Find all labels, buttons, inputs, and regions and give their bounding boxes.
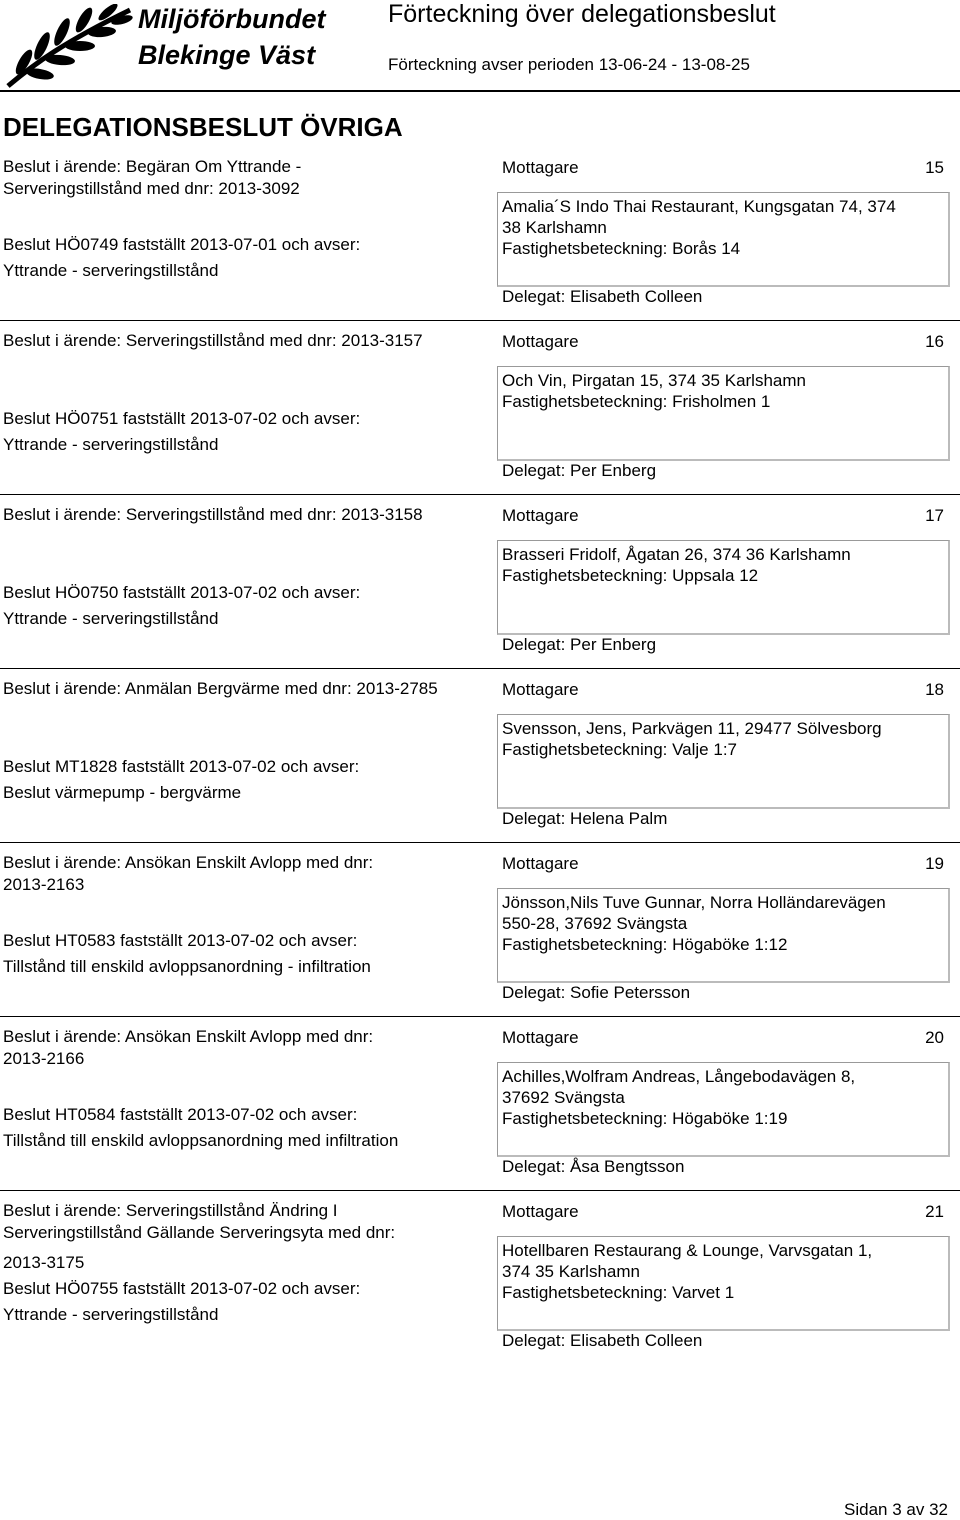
decision-reference: Beslut HÖ0755 fastställt 2013-07-02 och avser: [3, 1279, 361, 1298]
delegate-name: Delegat: Åsa Bengtsson [502, 1157, 685, 1176]
entry-number: 20 [925, 1028, 944, 1047]
document-title: Förteckning över delegationsbeslut [388, 0, 776, 28]
entry-divider [0, 668, 960, 669]
entry-number: 21 [925, 1202, 944, 1221]
recipient-address: 38 Karlshamn [502, 218, 607, 237]
property-designation: Fastighetsbeteckning: Högaböke 1:12 [502, 935, 788, 954]
delegate-name: Delegat: Per Enberg [502, 461, 657, 480]
recipient-label: Mottagare [502, 332, 579, 351]
recipient-address: Och Vin, Pirgatan 15, 374 35 Karlshamn [502, 371, 806, 390]
decision-subject: Yttrande - serveringstillstånd [3, 609, 219, 628]
recipient-address: 37692 Svängsta [502, 1088, 625, 1107]
delegate-name: Delegat: Elisabeth Colleen [502, 287, 703, 306]
delegate-name: Delegat: Per Enberg [502, 635, 657, 654]
delegate-name: Delegat: Helena Palm [502, 809, 668, 828]
page-number: Sidan 3 av 32 [844, 1500, 948, 1519]
entry-number: 19 [925, 854, 944, 873]
decision-reference: Beslut HÖ0749 fastställt 2013-07-01 och avser: [3, 235, 361, 254]
decision-reference: Beslut HÖ0750 fastställt 2013-07-02 och avser: [3, 583, 361, 602]
recipient-label: Mottagare [502, 1028, 579, 1047]
case-description: Beslut i ärende: Ansökan Enskilt Avlopp med dnr: [3, 853, 374, 872]
property-designation: Fastighetsbeteckning: Frisholmen 1 [502, 392, 771, 411]
recipient-address: Achilles,Wolfram Andreas, Långebodavägen 8, [502, 1067, 856, 1086]
case-description: Beslut i ärende: Anmälan Bergvärme med dnr: 2013-2785 [3, 679, 438, 698]
decision-subject: Yttrande - serveringstillstånd [3, 435, 219, 454]
org-name-line1: Miljöförbundet [138, 4, 326, 34]
entry-divider [0, 1190, 960, 1191]
recipient-address: Svensson, Jens, Parkvägen 11, 29477 Sölvesborg [502, 719, 882, 738]
recipient-label: Mottagare [502, 680, 579, 699]
property-designation: Fastighetsbeteckning: Högaböke 1:19 [502, 1109, 788, 1128]
delegate-name: Delegat: Sofie Petersson [502, 983, 691, 1002]
entry-number: 15 [925, 158, 944, 177]
property-designation: Fastighetsbeteckning: Borås 14 [502, 239, 741, 258]
decision-reference: Beslut HT0584 fastställt 2013-07-02 och avser: [3, 1105, 358, 1124]
section-heading: DELEGATIONSBESLUT ÖVRIGA [3, 112, 403, 142]
entry-number: 16 [925, 332, 944, 351]
entry-divider [0, 1016, 960, 1017]
entry-divider [0, 320, 960, 321]
decision-reference: Beslut HT0583 fastställt 2013-07-02 och avser: [3, 931, 358, 950]
case-description: Serveringstillstånd med dnr: 2013-3092 [3, 179, 300, 198]
leaf-logo-icon [4, 4, 134, 88]
property-designation: Fastighetsbeteckning: Valje 1:7 [502, 740, 737, 759]
recipient-address: Brasseri Fridolf, Ågatan 26, 374 36 Karlshamn [502, 545, 851, 564]
property-designation: Fastighetsbeteckning: Varvet 1 [502, 1283, 735, 1302]
decision-reference: Beslut HÖ0751 fastställt 2013-07-02 och avser: [3, 409, 361, 428]
case-description: Beslut i ärende: Serveringstillstånd Ändring I [3, 1201, 338, 1220]
decision-subject: Tillstånd till enskild avloppsanordning - infiltration [3, 957, 371, 976]
decision-reference: Beslut MT1828 fastställt 2013-07-02 och avser: [3, 757, 360, 776]
decision-subject: Yttrande - serveringstillstånd [3, 1305, 219, 1324]
recipient-address: Hotellbaren Restaurang & Lounge, Varvsgatan 1, [502, 1241, 873, 1260]
header-divider [0, 90, 960, 92]
recipient-label: Mottagare [502, 158, 579, 177]
entry-divider [0, 494, 960, 495]
case-description: Beslut i ärende: Ansökan Enskilt Avlopp med dnr: [3, 1027, 374, 1046]
decision-subject: Beslut värmepump - bergvärme [3, 783, 242, 802]
recipient-label: Mottagare [502, 506, 579, 525]
entry-divider [0, 842, 960, 843]
recipient-address: 374 35 Karlshamn [502, 1262, 640, 1281]
entry-number: 17 [925, 506, 944, 525]
decision-subject: Tillstånd till enskild avloppsanordning med infiltration [3, 1131, 399, 1150]
case-description: 2013-2166 [3, 1049, 85, 1068]
recipient-address: Jönsson,Nils Tuve Gunnar, Norra Holländarevägen [502, 893, 886, 912]
case-description: 2013-3175 [3, 1253, 85, 1272]
recipient-label: Mottagare [502, 854, 579, 873]
document-period: Förteckning avser perioden 13-06-24 - 13-08-25 [388, 55, 750, 74]
case-description: Beslut i ärende: Serveringstillstånd med dnr: 2013-3157 [3, 331, 423, 350]
case-description: Serveringstillstånd Gällande Serveringsyta med dnr: [3, 1223, 396, 1242]
recipient-address: Amalia´S Indo Thai Restaurant, Kungsgatan 74, 374 [502, 197, 896, 216]
entry-number: 18 [925, 680, 944, 699]
recipient-address: 550-28, 37692 Svängsta [502, 914, 688, 933]
delegate-name: Delegat: Elisabeth Colleen [502, 1331, 703, 1350]
property-designation: Fastighetsbeteckning: Uppsala 12 [502, 566, 759, 585]
recipient-label: Mottagare [502, 1202, 579, 1221]
case-description: 2013-2163 [3, 875, 85, 894]
decision-subject: Yttrande - serveringstillstånd [3, 261, 219, 280]
case-description: Beslut i ärende: Begäran Om Yttrande - [3, 157, 302, 176]
org-name-line2: Blekinge Väst [138, 40, 316, 70]
case-description: Beslut i ärende: Serveringstillstånd med dnr: 2013-3158 [3, 505, 423, 524]
